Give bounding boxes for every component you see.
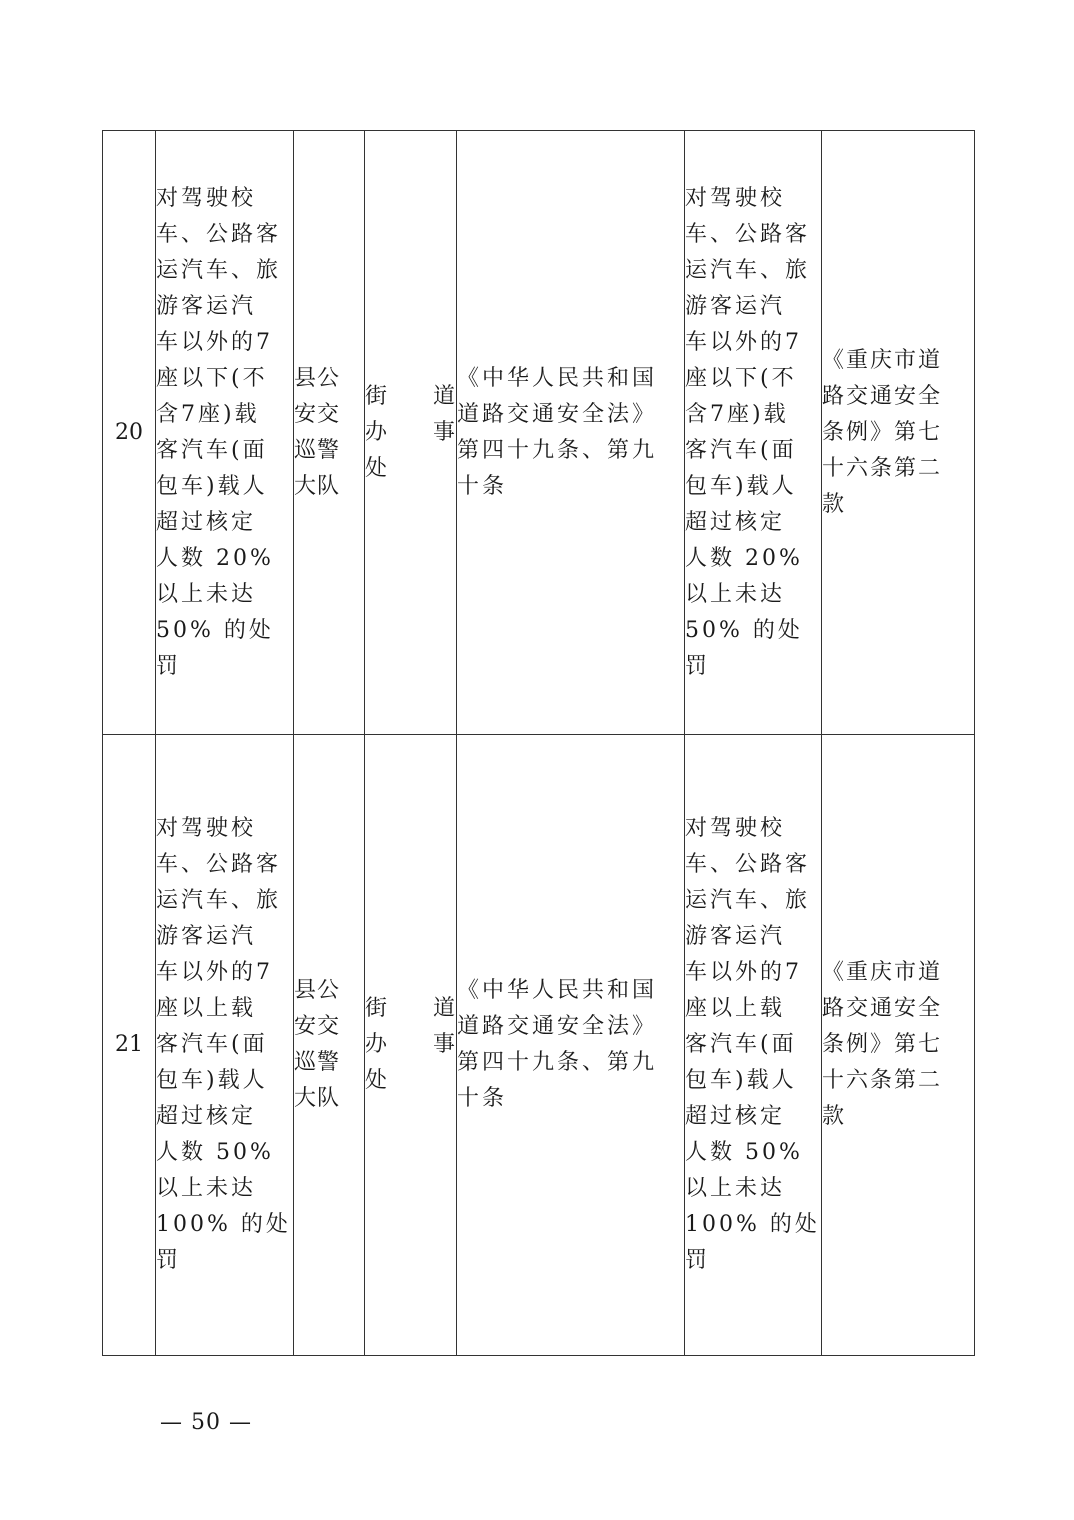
local-regulation: 《重庆市道 路交通安全 条例》第七 十六条第二 款 [822, 131, 975, 735]
street-char: 办 [365, 1032, 389, 1057]
row-number: 21 [103, 735, 156, 1356]
street-char: 街 [365, 383, 389, 409]
department: 县公 安交 巡警 大队 [294, 131, 365, 735]
row-number: 20 [103, 131, 156, 735]
table-row [103, 735, 975, 1356]
page-number: — 50 — [160, 1410, 252, 1435]
law-basis: 《中华人民共和国 道路交通安全法》 第四十九条、第九 十条 [457, 131, 685, 735]
law-basis: 《中华人民共和国 道路交通安全法》 第四十九条、第九 十条 [457, 735, 685, 1356]
penalty-table [102, 130, 975, 1356]
street-char: 办 [365, 419, 389, 445]
street-char: 道 [432, 996, 456, 1021]
street-office [365, 735, 457, 1356]
street-char: 道 [432, 383, 456, 409]
penalty-basis: 对驾驶校 车、公路客 运汽车、旅 游客运汽 车以外的7 座以上载 客汽车(面 包车)载人 超过核定 人数 50% 以上未达 100% 的处 罚 [685, 735, 822, 1356]
local-regulation: 《重庆市道 路交通安全 条例》第七 十六条第二 款 [822, 735, 975, 1356]
penalty-item: 对驾驶校 车、公路客 运汽车、旅 游客运汽 车以外的7 座以下(不 含7座)载 客汽车(面 包车)载人 超过核定 人数 20% 以上未达 50% 的处 罚 [156, 131, 294, 735]
penalty-item: 对驾驶校 车、公路客 运汽车、旅 游客运汽 车以外的7 座以上载 客汽车(面 包车)载人 超过核定 人数 50% 以上未达 100% 的处 罚 [156, 735, 294, 1356]
street-char: 事 [432, 419, 456, 445]
street-char: 街 [365, 996, 389, 1021]
street-char: 处 [365, 1068, 389, 1093]
table-row [103, 131, 975, 735]
department: 县公 安交 巡警 大队 [294, 735, 365, 1356]
street-office [365, 131, 457, 735]
street-char: 处 [365, 455, 389, 481]
penalty-basis: 对驾驶校 车、公路客 运汽车、旅 游客运汽 车以外的7 座以下(不 含7座)载 客汽车(面 包车)载人 超过核定 人数 20% 以上未达 50% 的处 罚 [685, 131, 822, 735]
street-char: 事 [432, 1032, 456, 1057]
